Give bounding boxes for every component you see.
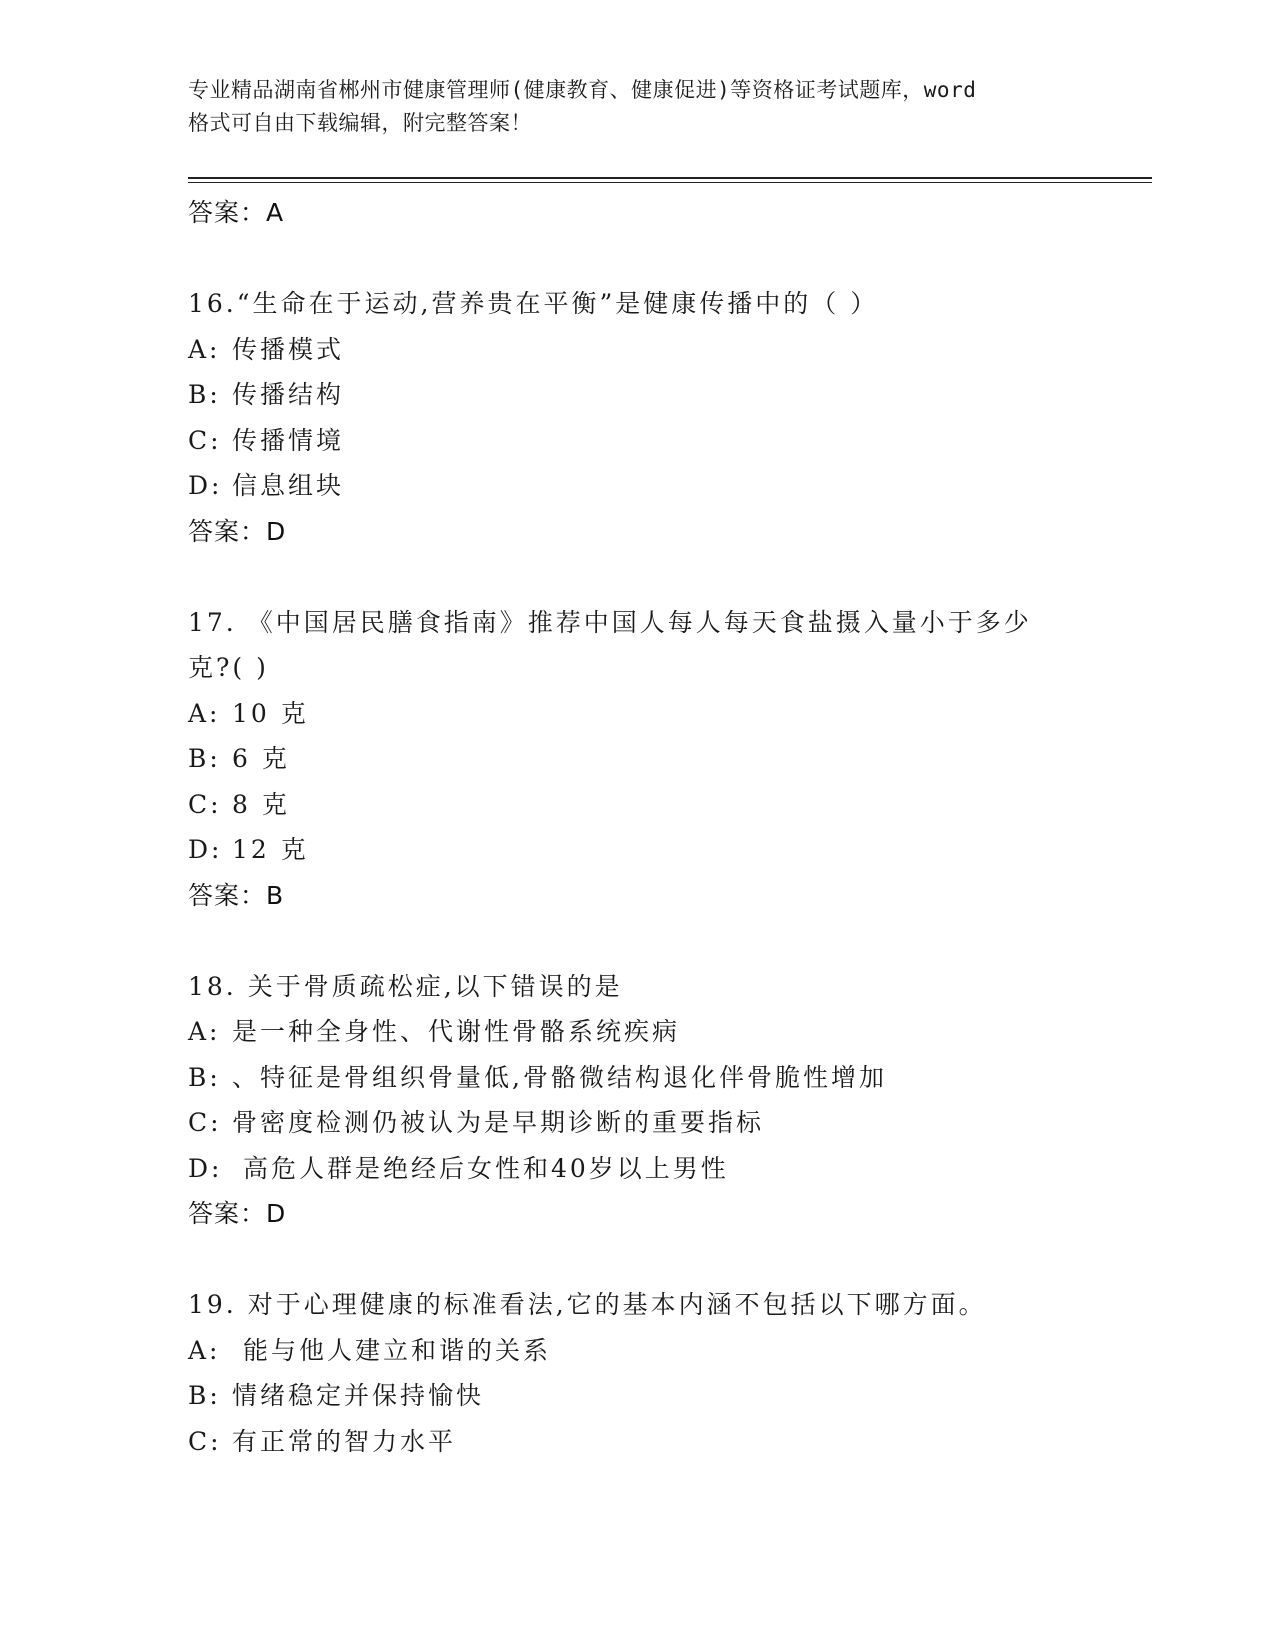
spacer [188,236,1148,282]
header-line-1: 专业精品湖南省郴州市健康管理师(健康教育、健康促进)等资格证考试题库，word [188,78,977,102]
option-label: A: [188,698,221,728]
option-row [188,1100,1148,1146]
option-row [188,1419,1148,1465]
question-stem: 17. 《中国居民膳食指南》推荐中国人每人每天食盐摄入量小于多少 [188,607,1032,637]
option-text: 信息组块 [232,471,345,500]
question-list [188,190,1148,1464]
header-line-2: 格式可自由下载编辑，附完整答案！ [188,111,532,135]
option-row [188,1009,1148,1055]
option-label: D: [188,835,223,864]
header-rule-thin [188,182,1152,183]
option-text: 能与他人建立和谐的关系 [232,1335,551,1365]
option-text: 传播结构 [232,380,345,409]
option-text: 10 克 [232,698,309,728]
question-block [188,964,1148,1283]
spacer [188,554,1148,600]
option-label: C: [188,1426,222,1456]
question-stem: 16.“生命在于运动,营养贵在平衡”是健康传播中的（ ） [188,289,879,318]
question-block [188,600,1148,964]
option-row [188,736,1148,782]
option-label: D: [188,471,223,500]
option-row [188,327,1148,373]
spacer [188,918,1148,964]
option-row [188,1373,1148,1419]
question-stem: 克?( ) [188,653,269,682]
option-label: B: [188,744,221,773]
option-text: 是一种全身性、代谢性骨骼系统疾病 [232,1017,681,1046]
question-stem: 19. 对于心理健康的标准看法,它的基本内涵不包括以下哪方面。 [188,1290,987,1319]
option-row [188,372,1148,418]
option-text: 传播模式 [232,334,345,364]
option-row [188,782,1148,828]
answer-line: 答案：A [188,198,285,227]
option-row [188,1146,1148,1192]
answer-line: 答案：D [188,1199,287,1228]
option-row [188,1328,1148,1374]
option-row [188,463,1148,509]
option-label: D: [188,1153,223,1183]
option-text: 6 克 [232,744,290,773]
option-label: A: [188,1335,221,1365]
option-text: 8 克 [232,789,290,819]
option-text: 、特征是骨组织骨量低,骨骼微结构退化伴骨脆性增加 [232,1062,887,1092]
option-label: A: [188,334,221,364]
header-rule-thick [188,177,1152,179]
option-label: C: [188,1108,222,1137]
answer-line: 答案：B [188,880,285,910]
question-block [188,281,1148,600]
option-row [188,418,1148,464]
option-text: 情绪稳定并保持愉快 [232,1381,485,1410]
answer-line: 答案：D [188,516,287,546]
option-text: 12 克 [232,835,309,864]
option-row [188,691,1148,737]
option-text: 骨密度检测仍被认为是早期诊断的重要指标 [232,1108,765,1137]
option-label: A: [188,1017,221,1046]
option-text: 高危人群是绝经后女性和40岁以上男性 [232,1153,729,1183]
option-label: C: [188,425,222,455]
question-stem: 18. 关于骨质疏松症,以下错误的是 [188,971,623,1001]
option-text: 传播情境 [232,425,345,455]
option-label: B: [188,380,221,409]
spacer [188,1237,1148,1283]
option-text: 有正常的智力水平 [232,1426,457,1456]
option-label: B: [188,1062,221,1092]
option-row [188,1055,1148,1101]
option-row [188,827,1148,873]
option-label: B: [188,1381,221,1410]
option-label: C: [188,789,222,819]
question-block [188,1282,1148,1464]
page-header [188,74,1108,140]
